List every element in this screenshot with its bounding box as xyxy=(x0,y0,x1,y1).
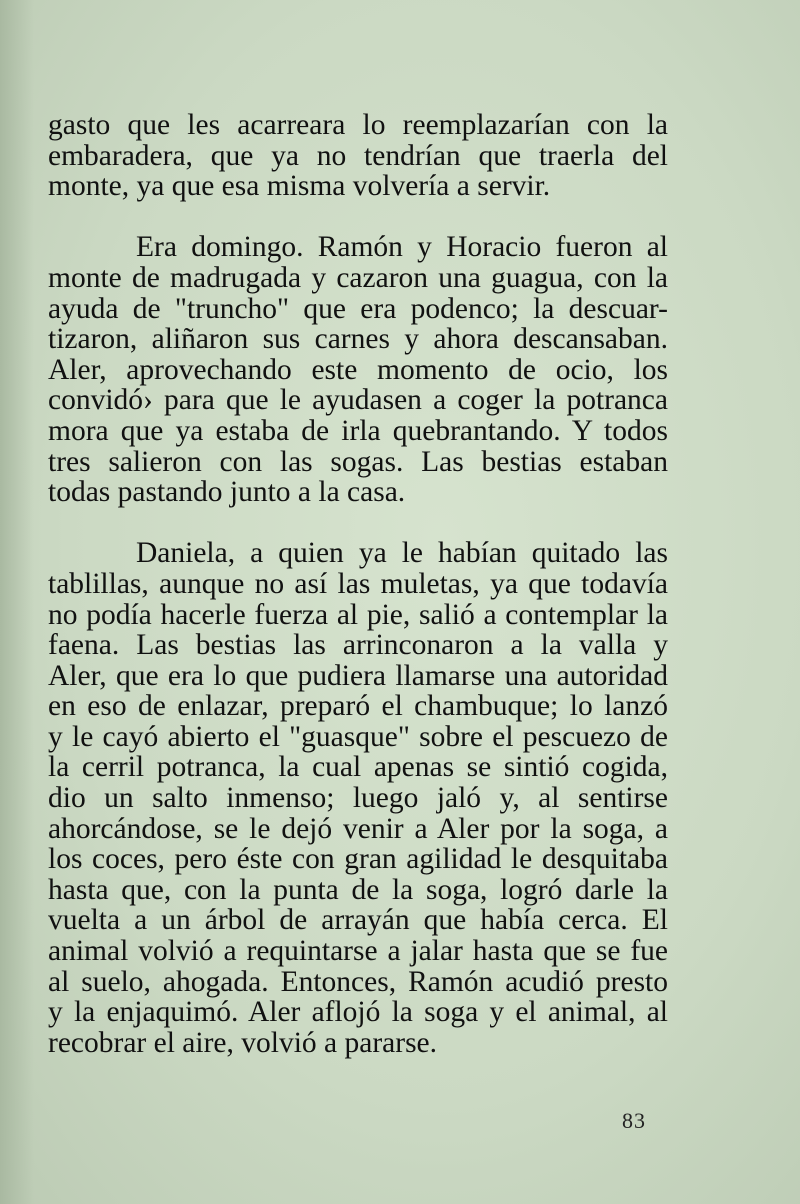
paragraph-2 xyxy=(48,232,668,507)
text-line: dio un salto inmenso; luego jaló y, al sentirse xyxy=(48,782,668,815)
text-line: embaradera, que ya no tendrían que traerla del xyxy=(48,139,668,172)
text-line: ayuda de "truncho" que era podenco; la descuar- xyxy=(48,292,668,325)
text-line: animal volvió a requintarse a jalar hasta que se fue xyxy=(48,935,668,968)
text-line: los coces, pero éste con gran agilidad le desquitaba xyxy=(48,843,668,876)
body-text xyxy=(48,110,668,1058)
text-line: tablillas, aunque no así las muletas, ya que todavía xyxy=(48,567,668,600)
text-line: monte, ya que esa misma volvería a servir. xyxy=(48,170,551,203)
page-gutter-shadow xyxy=(0,0,34,1204)
text-line: convidó› para que le ayudasen a coger la potranca xyxy=(48,384,668,417)
text-line: mora que ya estaba de irla quebrantando. Y todos xyxy=(48,414,668,447)
text-line: monte de madrugada y cazaron una guagua, con la xyxy=(48,261,668,294)
text-line: gasto que les acarreara lo reemplazarían con la xyxy=(48,109,668,141)
text-line: y la enjaquimó. Aler aflojó la soga y el animal, al xyxy=(48,996,668,1029)
page-number: 83 xyxy=(622,1108,646,1133)
text-line: hasta que, con la punta de la soga, logró darle la xyxy=(48,873,668,906)
text-line: ahorcándose, se le dejó venir a Aler por la soga, a xyxy=(48,812,668,845)
paragraph-1 xyxy=(48,110,668,202)
text-line: Era domingo. Ramón y Horacio fueron al xyxy=(136,231,668,264)
text-line: todas pastando junto a la casa. xyxy=(48,476,406,509)
text-line: en eso de enlazar, preparó el chambuque; lo lanzó xyxy=(48,690,668,723)
text-line: al suelo, ahogada. Entonces, Ramón acudió presto xyxy=(48,965,668,998)
text-line: Aler, aprovechando este momento de ocio, los xyxy=(48,353,668,386)
text-line: Aler, que era lo que pudiera llamarse una autoridad xyxy=(48,659,668,692)
paragraph-3 xyxy=(48,538,668,1058)
text-line: no podía hacerle fuerza al pie, salió a contemplar la xyxy=(48,598,668,631)
text-line: faena. Las bestias las arrinconaron a la valla y xyxy=(48,629,668,662)
text-line: recobrar el aire, volvió a pararse. xyxy=(48,1026,438,1059)
text-line: tizaron, aliñaron sus carnes y ahora descansaban. xyxy=(48,323,668,356)
text-line: la cerril potranca, la cual apenas se sintió cogida, xyxy=(48,751,668,784)
text-line: Daniela, a quien ya le habían quitado las xyxy=(136,537,668,570)
text-line: vuelta a un árbol de arrayán que había cerca. El xyxy=(48,904,668,937)
text-line: y le cayó abierto el "guasque" sobre el pescuezo de xyxy=(48,720,668,753)
text-line: tres salieron con las sogas. Las bestias estaban xyxy=(48,445,668,478)
